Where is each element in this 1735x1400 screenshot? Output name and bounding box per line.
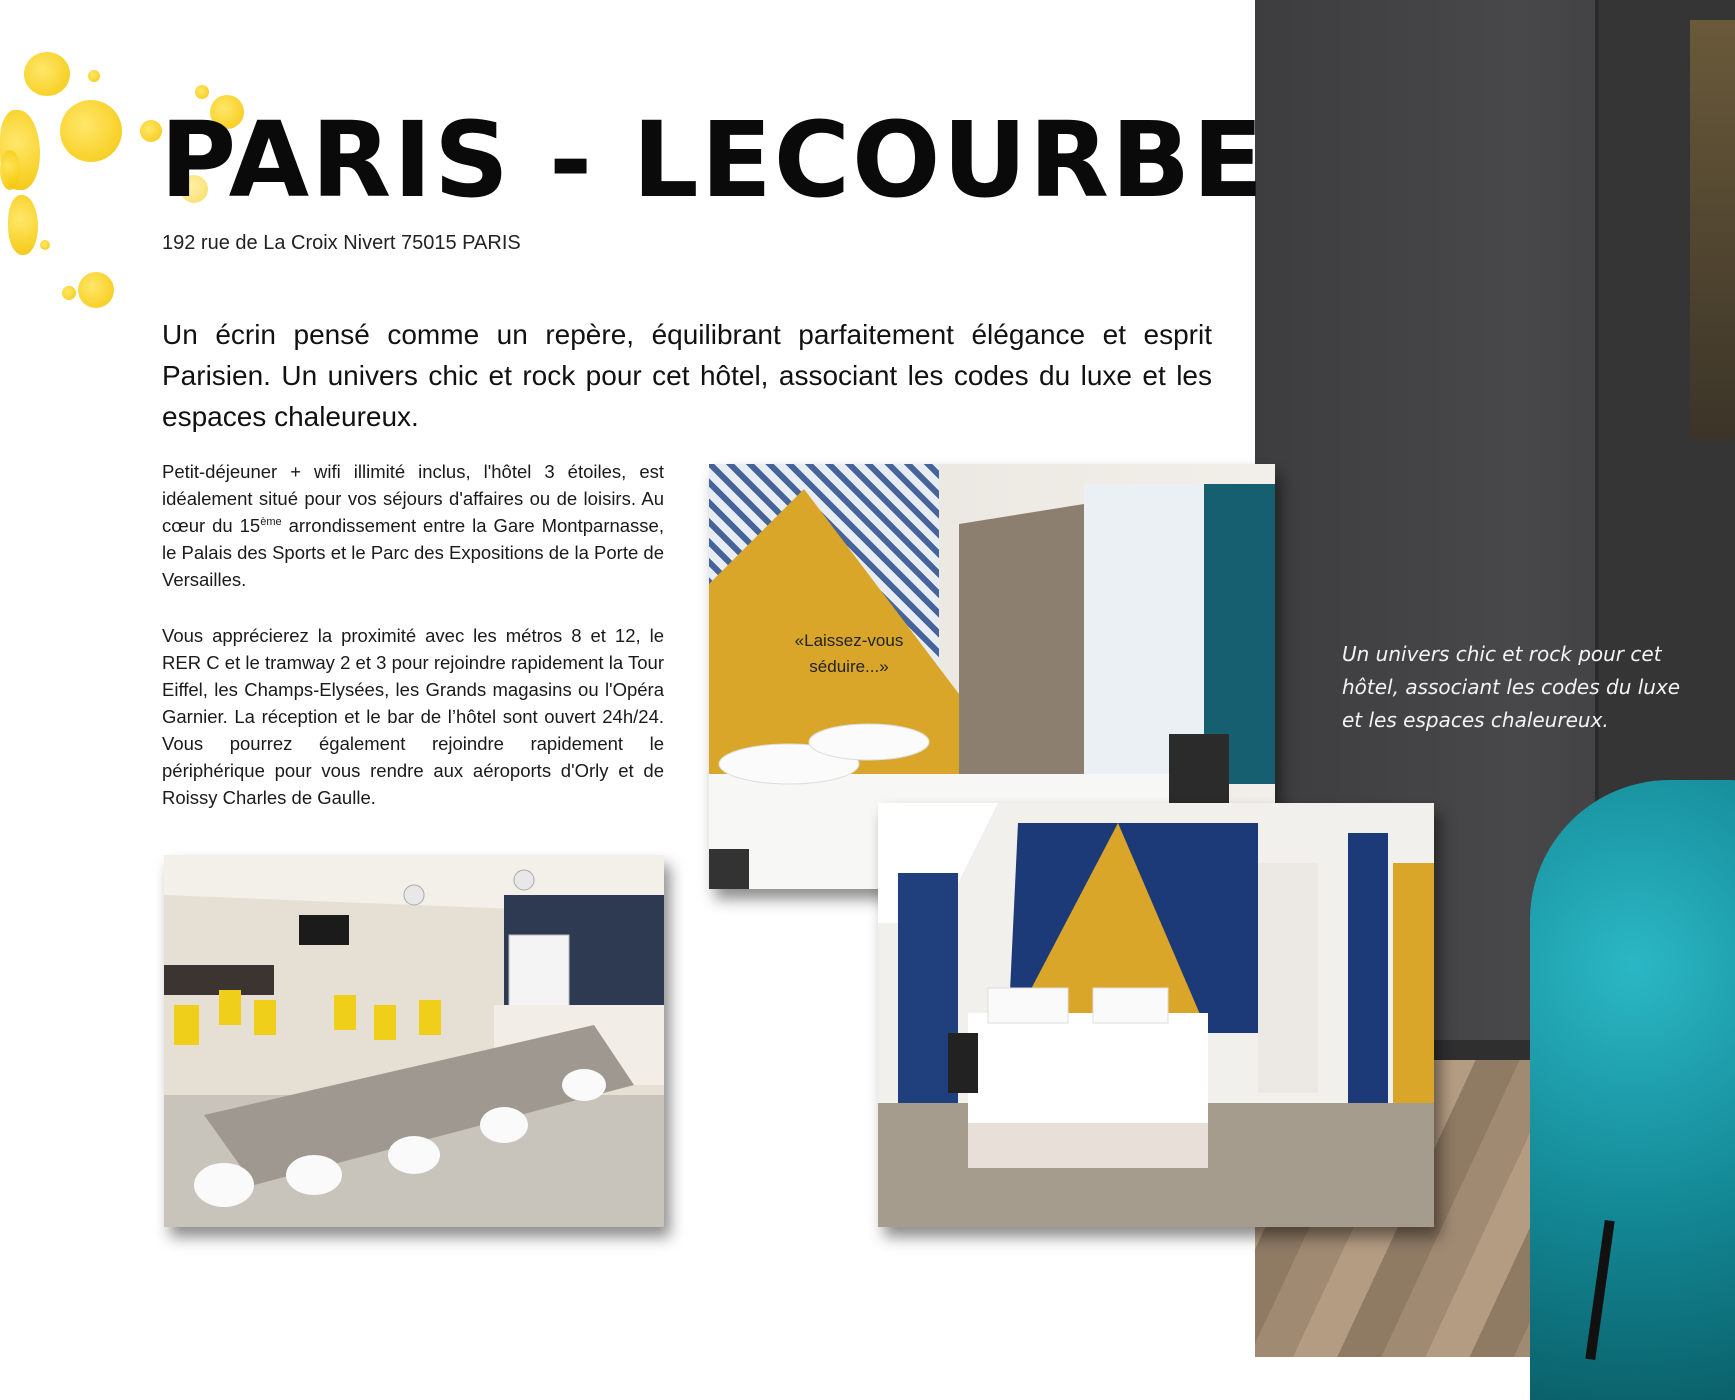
p1-superscript: ème: [260, 515, 282, 528]
photo-caption: Un univers chic et rock pour cet hôtel, associant les codes du luxe et les espaces chaleureux.: [1342, 642, 1681, 732]
p1-text-end: arrondissement entre la Gare Montparnasse, le Palais des Sports et le Parc des Expositions de la Porte de Versailles.: [162, 515, 664, 590]
lead-paragraph: Un écrin pensé comme un repère, équilibrant parfaitement élégance et esprit Parisien. Un univers chic et rock pour cet hôtel, associant les codes du luxe et les espaces chaleureux.: [162, 319, 1212, 432]
room-wall-quote: «Laissez-vous séduire...»: [794, 631, 904, 676]
page-title: PARIS - LECOURBE: [160, 99, 1266, 221]
p1-text-start: Petit-déjeuner + wifi illimité inclus, l'hôtel 3 étoiles, est idéalement situé pour vos séjours d'affaires ou de loisirs. Au cœur du 15: [162, 461, 664, 536]
breakfast-room-photo: [164, 855, 664, 1227]
hotel-address: 192 rue de La Croix Nivert 75015 PARIS: [162, 232, 521, 254]
body-paragraph-location: Vous apprécierez la proximité avec les métros 8 et 12, le RER C et le tramway 2 et 3 pour rejoindre rapidement la Tour Eiffel, les Champs-Elysées, les Grands magasins ou l'Opéra Garnier. La réception et le bar de l’hôtel sont ouvert 24h/24. Vous pourrez également rejoindre rapidement le périphérique pour vous rendre aux aéroports d'Orly et de Roissy Charles de Gaulle.: [162, 625, 664, 808]
room-photo-2: [878, 803, 1434, 1227]
body-paragraph-amenities: [162, 458, 664, 593]
